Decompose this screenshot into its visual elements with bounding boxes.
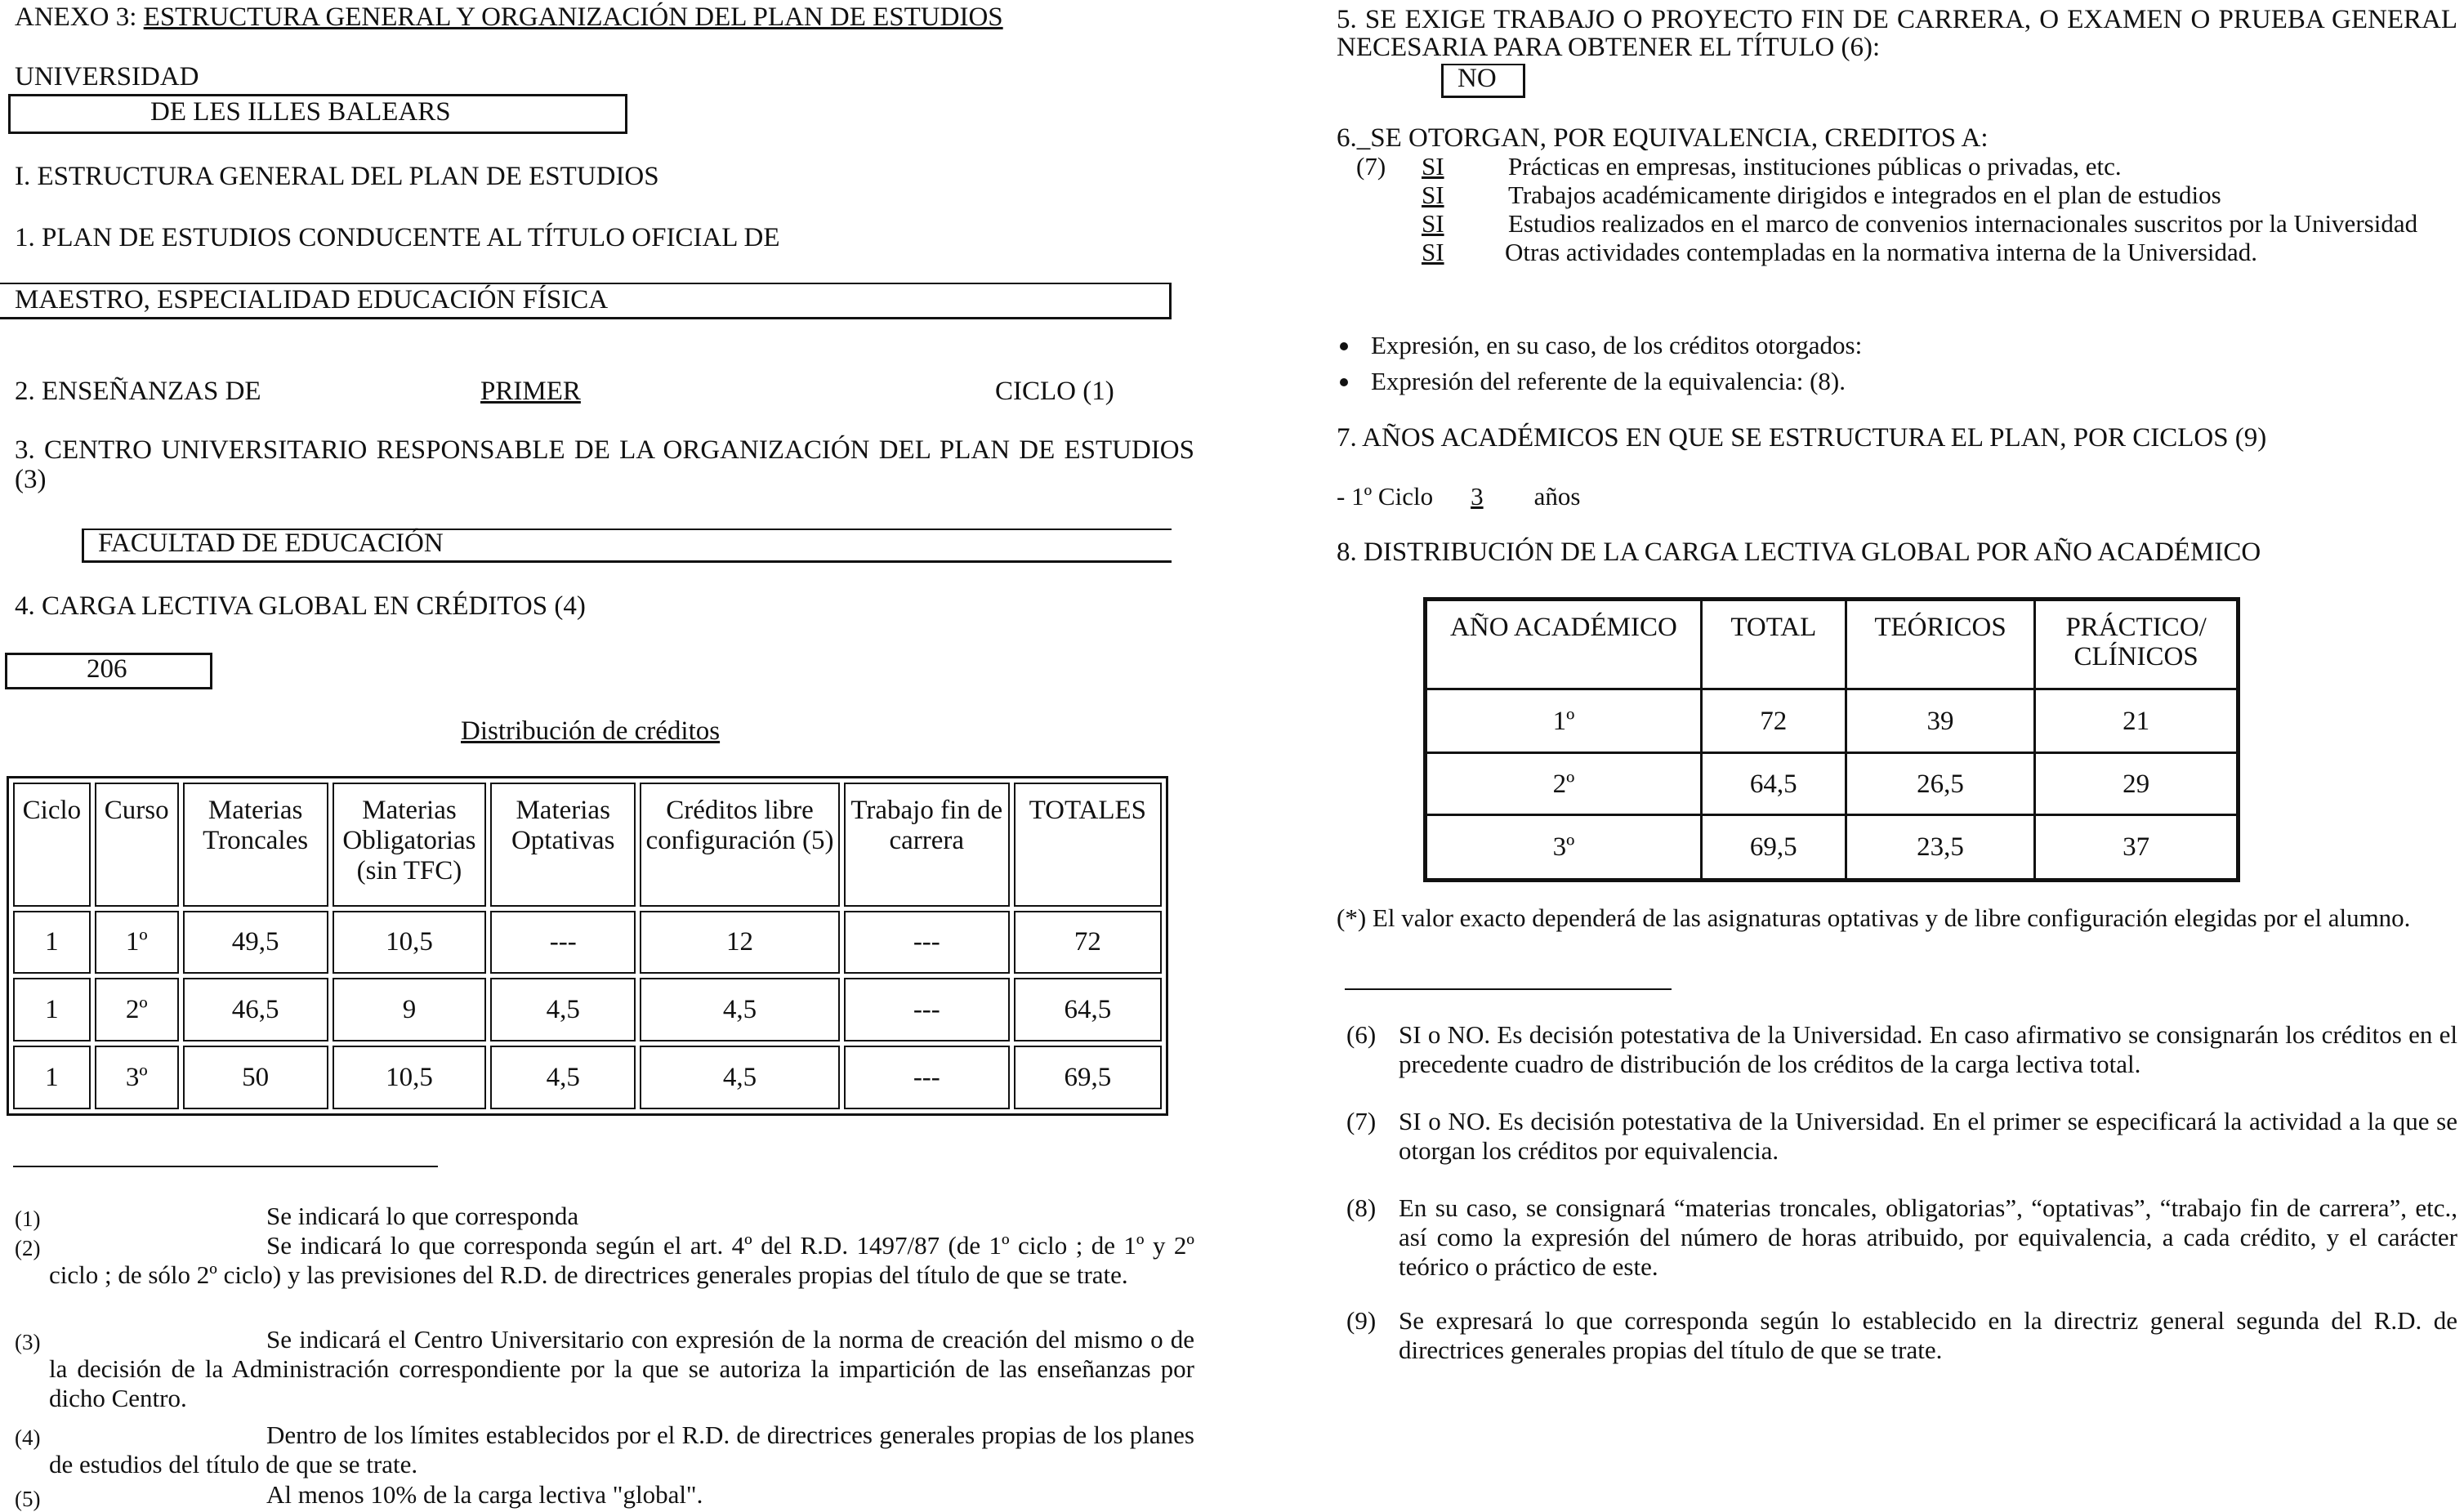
note-text: En su caso, se consignará “materias troncales, obligatorias”, “optativas”, “trabajo fin de carrera”, etc., así como la expresión del número de horas atribuido, por equivalencia, a cada crédito, y el carácter teórico o práctico de este. [1399, 1193, 2457, 1281]
distribucion-table [7, 776, 1168, 1116]
item1-label: 1. PLAN DE ESTUDIOS CONDUCENTE AL TÍTULO OFICIAL DE [15, 223, 780, 252]
dist-cell: --- [490, 911, 636, 975]
table-row [1426, 689, 2239, 753]
equivalencia-text: Trabajos académicamente dirigidos e integrados en el plan de estudios [1508, 181, 2221, 209]
universidad-label: UNIVERSIDAD [15, 62, 199, 91]
list-item [1422, 209, 2457, 238]
centro-value: FACULTAD DE EDUCACIÓN [98, 529, 444, 558]
creditos-value: 206 [87, 654, 127, 684]
dist-cell: 72 [1014, 911, 1162, 975]
equivalencia-text: Otras actividades contempladas en la normativa interna de la Universidad. [1505, 238, 2258, 266]
equivalencia-mark: SI [1422, 238, 1444, 266]
ciclo-prefix: - 1º Ciclo [1337, 482, 1434, 511]
equivalencia-text: Estudios realizados en el marco de convenios internacionales suscritos por la Universidad [1508, 209, 2418, 238]
dist-cell: 50 [183, 1046, 328, 1109]
note-6 [1346, 1020, 2457, 1079]
note-number: (6) [1346, 1020, 1377, 1049]
carga-cell: 29 [2035, 753, 2239, 815]
carga-cell: 21 [2035, 689, 2239, 753]
item2-suffix: CICLO (1) [995, 377, 1114, 406]
bullet-referente: Expresión del referente de la equivalencia: (8). [1371, 367, 1846, 395]
dist-cell: --- [844, 911, 1010, 975]
note-text: Se expresará lo que corresponda según lo establecido en la directriz general segunda del R.D. de directrices generales propias del título de que se trate. [1399, 1306, 2457, 1364]
carga-cell: 1º [1426, 689, 1702, 753]
footnote-text: Se indicará lo que corresponda [266, 1202, 579, 1230]
item4-label: 4. CARGA LECTIVA GLOBAL EN CRÉDITOS (4) [15, 591, 586, 621]
carga-cell: 72 [1701, 689, 1846, 753]
dist-header-cell: Materias Obligatorias (sin TFC) [333, 783, 487, 907]
equivalencias-list [1422, 152, 2457, 266]
item5-label: 5. SE EXIGE TRABAJO O PROYECTO FIN DE CARRERA, O EXAMEN O PRUEBA GENERAL NECESARIA PARA OBTENER EL TÍTULO (6): [1337, 5, 2457, 62]
bullet-dot [1340, 378, 1348, 386]
carga-table [1423, 597, 2240, 882]
dist-header-cell: Ciclo [13, 783, 91, 907]
dist-cell: 2º [95, 978, 179, 1041]
trabajo-fin-value: NO [1457, 64, 1497, 93]
bullet-creditos: Expresión, en su caso, de los créditos otorgados: [1371, 331, 1863, 359]
carga-header-cell: PRÁCTICO/ CLÍNICOS [2035, 600, 2239, 689]
note-number: (8) [1346, 1193, 1377, 1222]
dist-cell: 46,5 [183, 978, 328, 1041]
dist-header-cell: Materias Optativas [490, 783, 636, 907]
carga-cell: 26,5 [1846, 753, 2035, 815]
dist-header-cell: Curso [95, 783, 179, 907]
dist-title: Distribución de créditos [461, 716, 721, 746]
equivalencia-text: Prácticas en empresas, instituciones públicas o privadas, etc. [1508, 152, 2122, 181]
dist-cell: 4,5 [640, 1046, 840, 1109]
footnote-number: (5) [15, 1487, 41, 1511]
dist-header-cell: Materias Troncales [183, 783, 328, 907]
carga-header-row [1426, 600, 2239, 689]
carga-header-cell: TEÓRICOS [1846, 600, 2035, 689]
list-item [1422, 181, 2457, 209]
dist-cell: 10,5 [333, 1046, 487, 1109]
dist-cell: 12 [640, 911, 840, 975]
table-row [13, 978, 1162, 1041]
anexo-heading [15, 2, 1003, 33]
table-row [13, 1046, 1162, 1109]
note-number: (9) [1346, 1306, 1377, 1335]
dist-cell: 4,5 [490, 978, 636, 1041]
footnote-number: (4) [15, 1425, 41, 1450]
table-row [13, 911, 1162, 975]
equivalencia-mark: SI [1422, 152, 1444, 181]
note-text: SI o NO. Es decisión potestativa de la Universidad. En el primer se especificará la actividad a la que se otorgan los créditos por equivalencia. [1399, 1107, 2457, 1165]
footnote-text: Se indicará el Centro Universitario con expresión de la norma de creación del mismo o de la decisión de la Administración correspondiente por la que se autoriza la impartición de las enseñanzas por dicho Centro. [49, 1325, 1194, 1412]
carga-cell: 3º [1426, 815, 1702, 881]
dist-cell: 1 [13, 978, 91, 1041]
note-9 [1346, 1306, 2457, 1365]
ciclo-value: 3 [1471, 482, 1484, 511]
note-8 [1346, 1193, 2457, 1282]
titulo-value: MAESTRO, ESPECIALIDAD EDUCACIÓN FÍSICA [15, 285, 609, 314]
dist-cell: 1 [13, 1046, 91, 1109]
footnote-number: (2) [15, 1236, 41, 1260]
note-number: (7) [1346, 1107, 1377, 1135]
item6-ref: (7) [1356, 152, 1386, 181]
dist-cell: 3º [95, 1046, 179, 1109]
dist-cell: 1º [95, 911, 179, 975]
footnote-number: (3) [15, 1330, 41, 1354]
dist-cell: --- [844, 1046, 1010, 1109]
carga-cell: 37 [2035, 815, 2239, 881]
dist-cell: 9 [333, 978, 487, 1041]
footnote-text: Al menos 10% de la carga lectiva "global". [266, 1480, 703, 1509]
bullet-dot [1340, 342, 1348, 350]
dist-header-cell: Trabajo fin de carrera [844, 783, 1010, 907]
table-row [1426, 753, 2239, 815]
item7-label: 7. AÑOS ACADÉMICOS EN QUE SE ESTRUCTURA EL PLAN, POR CICLOS (9) [1337, 423, 2267, 453]
carga-header-cell: AÑO ACADÉMICO [1426, 600, 1702, 689]
dist-cell: 64,5 [1014, 978, 1162, 1041]
item8-label: 8. DISTRIBUCIÓN DE LA CARGA LECTIVA GLOBAL POR AÑO ACADÉMICO [1337, 537, 2261, 567]
dist-header-row [13, 783, 1162, 907]
ciclo-line [1337, 481, 1580, 512]
item3-label: 3. CENTRO UNIVERSITARIO RESPONSABLE DE LA ORGANIZACIÓN DEL PLAN DE ESTUDIOS (3) [15, 435, 1194, 494]
note-text: SI o NO. Es decisión potestativa de la Universidad. En caso afirmativo se consignarán los créditos en el precedente cuadro de distribución de los créditos de la carga lectiva total. [1399, 1020, 2457, 1078]
carga-header-cell: TOTAL [1701, 600, 1846, 689]
section-i-heading: I. ESTRUCTURA GENERAL DEL PLAN DE ESTUDIOS [15, 162, 659, 191]
asterisk-note: (*) El valor exacto dependerá de las asignaturas optativas y de libre configuración elegidas por el alumno. [1337, 903, 2411, 932]
item2-label: 2. ENSEÑANZAS DE [15, 377, 261, 406]
footnote-number: (1) [15, 1206, 41, 1231]
dist-header-cell: TOTALES [1014, 783, 1162, 907]
carga-cell: 39 [1846, 689, 2035, 753]
equivalencia-mark: SI [1422, 209, 1444, 238]
carga-cell: 64,5 [1701, 753, 1846, 815]
item2-value: PRIMER [480, 377, 581, 406]
footnote-text: Se indicará lo que corresponda según el art. 4º del R.D. 1497/87 (de 1º ciclo ; de 1º y 2º ciclo ; de sólo 2º ciclo) y las previsiones del R.D. de directrices generales propias del título de que se trate. [49, 1231, 1194, 1289]
universidad-value: DE LES ILLES BALEARS [150, 97, 451, 127]
list-item [1422, 238, 2457, 266]
item6-label: 6._SE OTORGAN, POR EQUIVALENCIA, CREDITOS A: [1337, 123, 1989, 153]
carga-cell: 2º [1426, 753, 1702, 815]
equivalencia-mark: SI [1422, 181, 1444, 209]
carga-cell: 69,5 [1701, 815, 1846, 881]
anexo-title: ESTRUCTURA GENERAL Y ORGANIZACIÓN DEL PLAN DE ESTUDIOS [143, 2, 1003, 32]
list-item [1422, 152, 2457, 181]
footnote-divider [13, 1166, 438, 1167]
dist-cell: 49,5 [183, 911, 328, 975]
dist-cell: --- [844, 978, 1010, 1041]
table-row [1426, 815, 2239, 881]
ciclo-suffix: años [1533, 482, 1581, 511]
dist-header-cell: Créditos libre configuración (5) [640, 783, 840, 907]
dist-cell: 69,5 [1014, 1046, 1162, 1109]
dist-cell: 1 [13, 911, 91, 975]
anexo-label: ANEXO 3: [15, 2, 137, 32]
dist-cell: 4,5 [490, 1046, 636, 1109]
dist-cell: 4,5 [640, 978, 840, 1041]
notes-divider [1345, 988, 1672, 990]
carga-cell: 23,5 [1846, 815, 2035, 881]
note-7 [1346, 1107, 2457, 1166]
footnote-text: Dentro de los límites establecidos por el R.D. de directrices generales propias de los planes de estudios del título de que se trate. [49, 1421, 1194, 1479]
dist-cell: 10,5 [333, 911, 487, 975]
